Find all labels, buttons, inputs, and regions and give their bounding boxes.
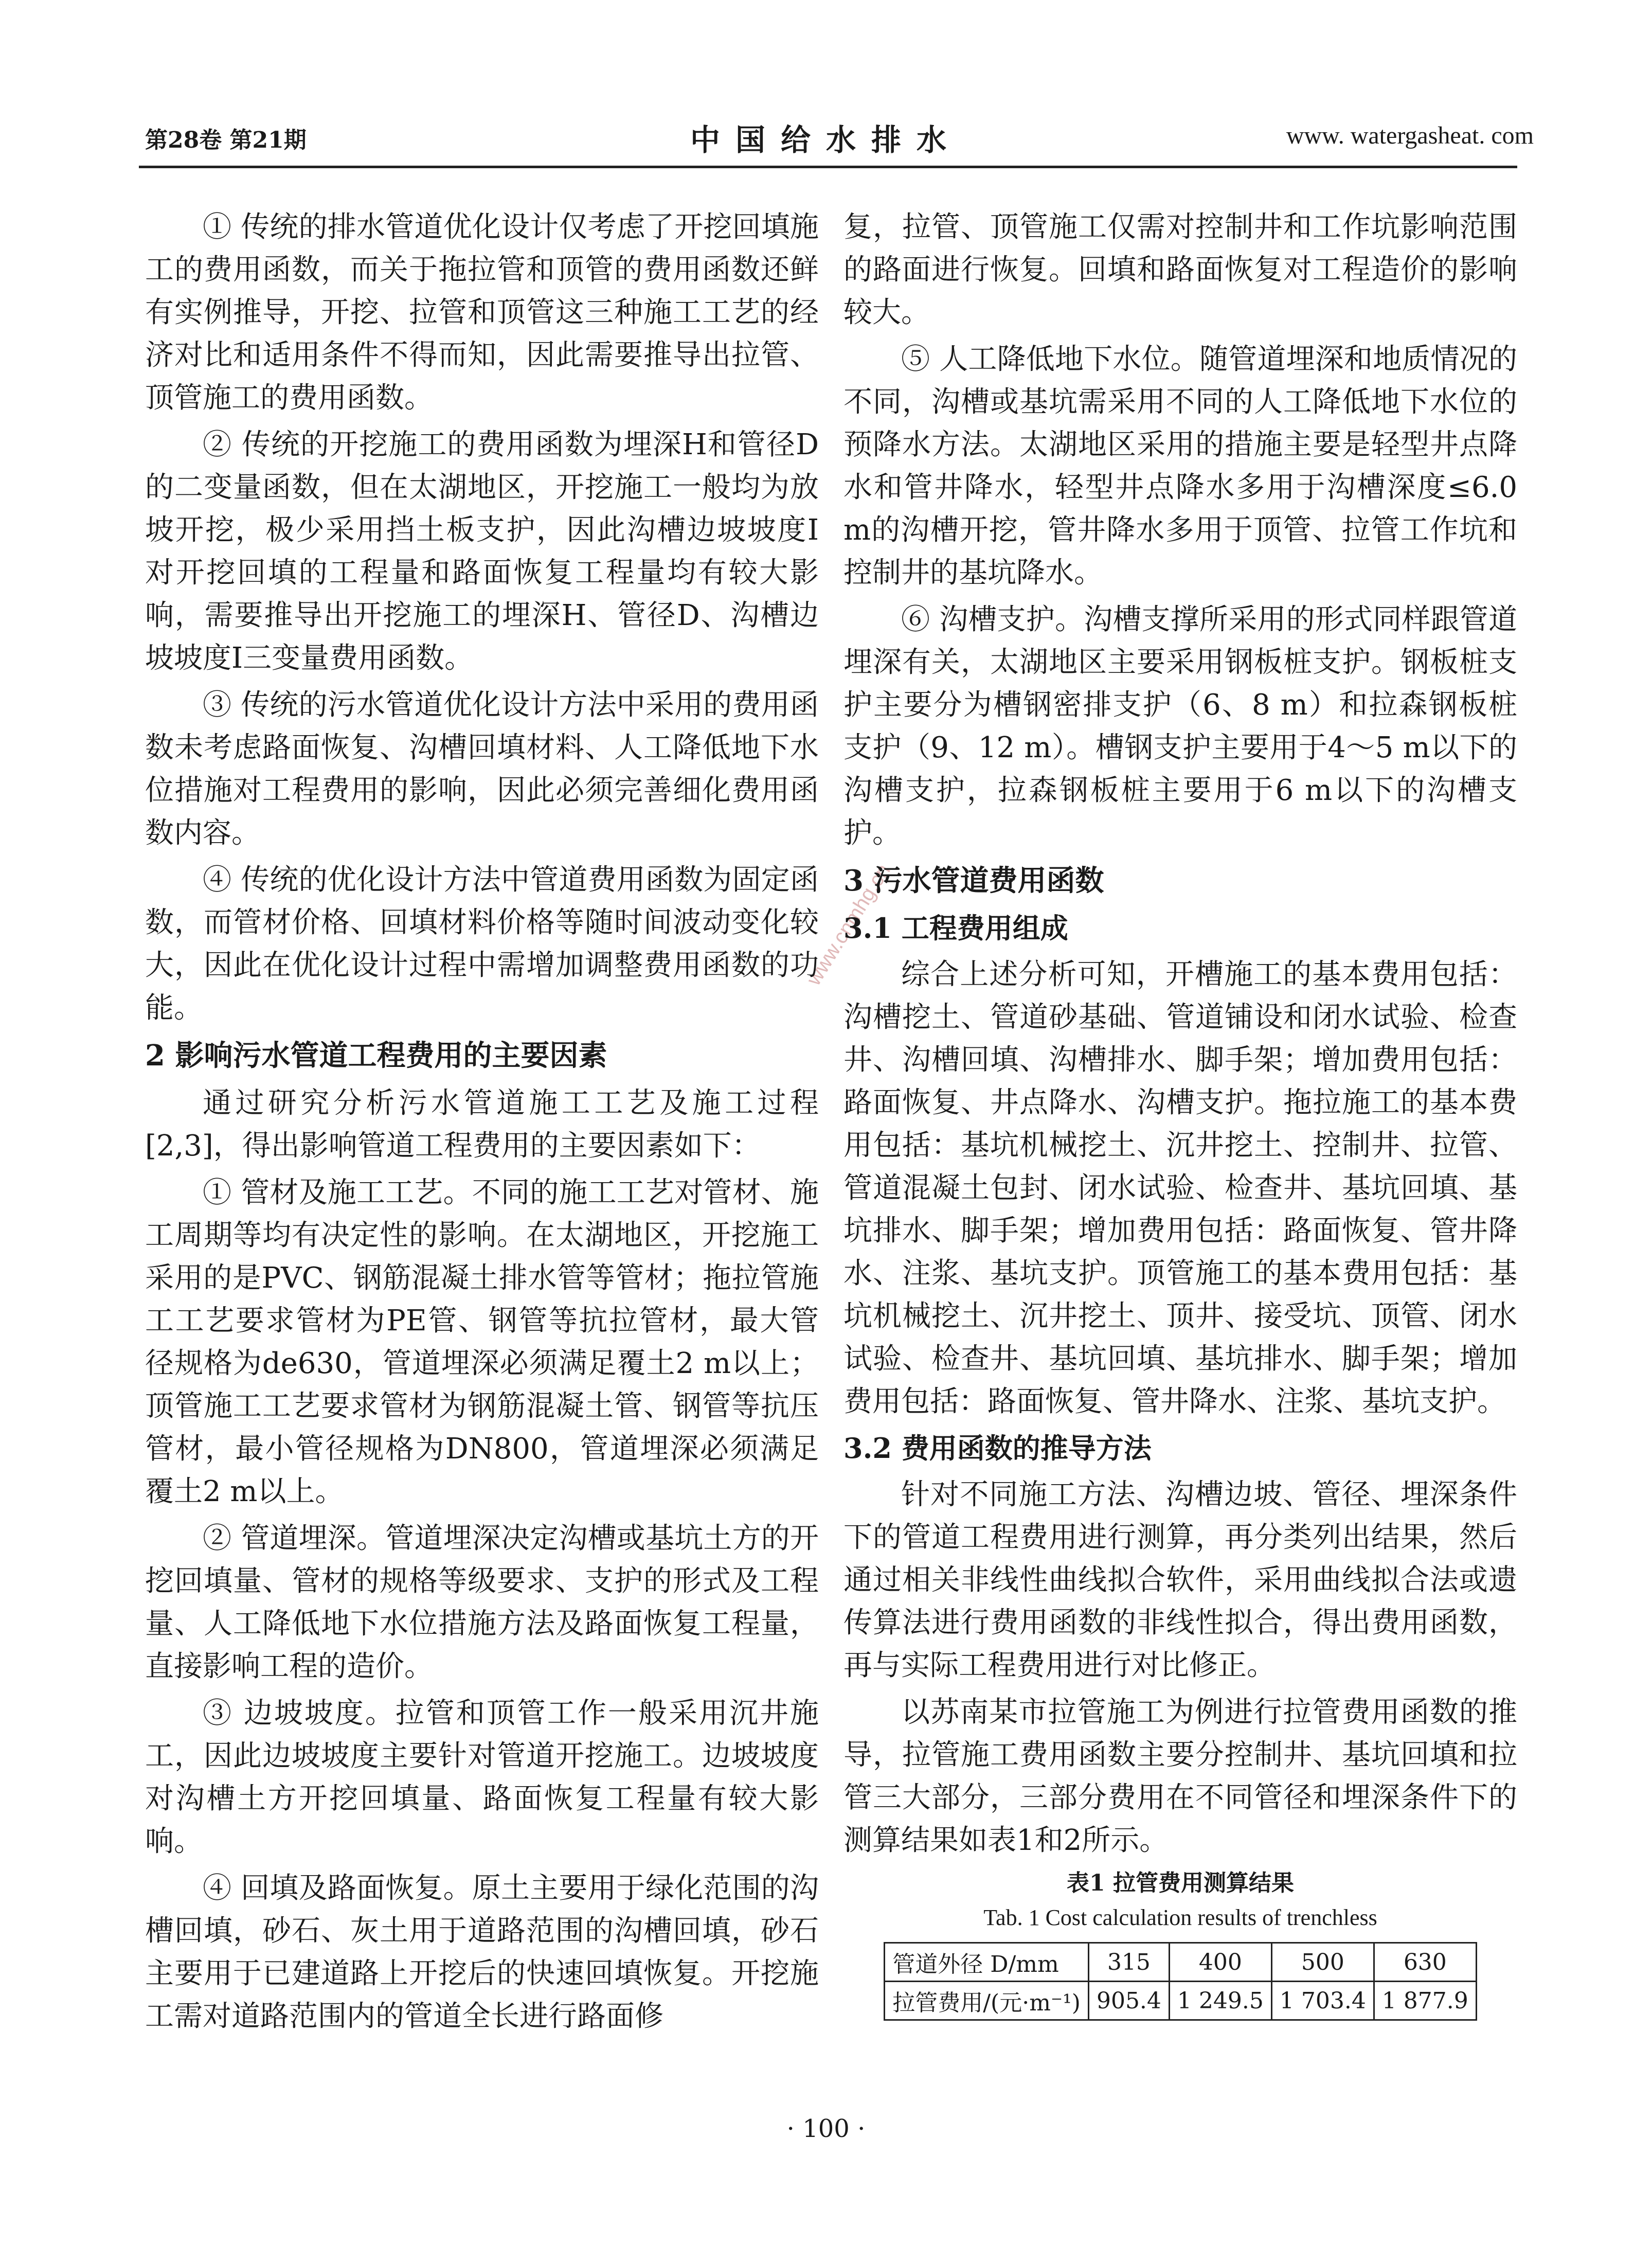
paragraph: ③ 传统的污水管道优化设计方法中采用的费用函数未考虑路面恢复、沟槽回填材料、人工降低地下水位措施对工程费用的影响，因此必须完善细化费用函数内容。 xyxy=(145,688,819,850)
section-2-heading: 2 影响污水管道工程费用的主要因素 xyxy=(145,1039,607,1073)
paragraph: ③ 边坡坡度。拉管和顶管工作一般采用沉井施工，因此边坡坡度主要针对管道开挖施工。边坡坡度对沟槽土方开挖回填量、路面恢复工程量有较大影响。 xyxy=(145,1697,819,1858)
table-cell: 拉管费用/(元·m⁻¹) xyxy=(885,1982,1089,2020)
paragraph: 针对不同施工方法、沟槽边坡、管径、埋深条件下的管道工程费用进行测算，再分类列出结果，然后通过相关非线性曲线拟合软件，采用曲线拟合法或遗传算法进行费用函数的非线性拟合，得出费用函数，再与实际工程费用进行对比修正。 xyxy=(843,1478,1517,1682)
table-cell: 1 249.5 xyxy=(1169,1982,1271,2020)
paragraph: ① 管材及施工工艺。不同的施工工艺对管材、施工周期等均有决定性的影响。在太湖地区，开挖施工采用的是PVC、钢筋混凝土排水管等管材；拖拉管施工工艺要求管材为PE管、钢管等抗拉管材，最大管径规格为de630，管道埋深必须满足覆土2 m以上；顶管施工工艺要求管材为钢筋混凝土管、钢管等抗压管材，最小管径规格为DN800，管道埋深必须满足覆土2 m以上。 xyxy=(145,1176,819,1508)
paragraph: ② 传统的开挖施工的费用函数为埋深H和管径D的二变量函数，但在太湖地区，开挖施工一般均为放坡开挖，极少采用挡土板支护，因此沟槽边坡坡度I对开挖回填的工程量和路面恢复工程量均有较大影响，需要推导出开挖施工的埋深H、管径D、沟槽边坡坡度I三变量费用函数。 xyxy=(145,428,819,675)
table-row xyxy=(885,1943,1477,1982)
paragraph: ④ 回填及路面恢复。原土主要用于绿化范围的沟槽回填，砂石、灰土用于道路范围的沟槽回填，砂石主要用于已建道路上开挖后的快速回填恢复。开挖施工需对道路范围内的管道全长进行路面修 xyxy=(145,1872,819,2033)
watermark: www.cnmhg.cn xyxy=(802,860,895,990)
paragraph: 通过研究分析污水管道施工工艺及施工过程[2,3]，得出影响管道工程费用的主要因素如下： xyxy=(145,1086,819,1163)
running-head-website: www. watergasheat. com xyxy=(1286,122,1534,149)
table-cell: 400 xyxy=(1169,1943,1271,1982)
cost-table xyxy=(884,1942,1477,2021)
left-column xyxy=(145,206,819,2042)
running-head-volume: 第28卷 第21期 xyxy=(145,127,307,153)
table-cell: 905.4 xyxy=(1088,1982,1169,2020)
table-cell: 500 xyxy=(1271,1943,1374,1982)
paragraph: ② 管道埋深。管道埋深决定沟槽或基坑土方的开挖回填量、管材的规格等级要求、支护的形式及工程量、人工降低地下水位措施方法及路面恢复工程量，直接影响工程的造价。 xyxy=(145,1522,819,1683)
page-number: · 100 · xyxy=(786,2114,866,2143)
running-head-journal: 中国给水排水 xyxy=(690,122,962,157)
table-caption: 表1 拉管费用测算结果 xyxy=(1067,1870,1294,1896)
table-cell: 315 xyxy=(1088,1943,1169,1982)
paragraph: 综合上述分析可知，开槽施工的基本费用包括：沟槽挖土、管道砂基础、管道铺设和闭水试验、检查井、沟槽回填、沟槽排水、脚手架；增加费用包括：路面恢复、井点降水、沟槽支护。拖拉施工的基本费用包括：基坑机械挖土、沉井挖土、控制井、拉管、管道混凝土包封、闭水试验、检查井、基坑回填、基坑排水、脚手架；增加费用包括：路面恢复、管井降水、注浆、基坑支护。顶管施工的基本费用包括：基坑机械挖土、沉井挖土、顶井、接受坑、顶管、闭水试验、检查井、基坑回填、基坑排水、脚手架；增加费用包括：路面恢复、管井降水、注浆、基坑支护。 xyxy=(843,958,1517,1418)
subsection-3-1-heading: 3.1 工程费用组成 xyxy=(843,912,1068,945)
header-rule xyxy=(139,166,1517,168)
table-row xyxy=(885,1982,1477,2020)
paragraph: ④ 传统的优化设计方法中管道费用函数为固定函数，而管材价格、回填材料价格等随时间波动变化较大，因此在优化设计过程中需增加调整费用函数的功能。 xyxy=(145,863,819,1025)
paragraph: ① 传统的排水管道优化设计仅考虑了开挖回填施工的费用函数，而关于拖拉管和顶管的费用函数还鲜有实例推导，开挖、拉管和顶管这三种施工工艺的经济对比和适用条件不得而知，因此需要推导出拉管、顶管施工的费用函数。 xyxy=(145,210,819,415)
section-3-heading: 3 污水管道费用函数 xyxy=(843,864,1104,898)
table-cell: 630 xyxy=(1374,1943,1476,1982)
right-column xyxy=(843,206,1517,2021)
paragraph: 以苏南某市拉管施工为例进行拉管费用函数的推导，拉管施工费用函数主要分控制井、基坑回填和拉管三大部分，三部分费用在不同管径和埋深条件下的测算结果如表1和2所示。 xyxy=(843,1696,1517,1857)
table-caption-english: Tab. 1 Cost calculation results of trenchless xyxy=(983,1905,1377,1930)
paragraph: 复，拉管、顶管施工仅需对控制井和工作坑影响范围的路面进行恢复。回填和路面恢复对工程造价的影响较大。 xyxy=(843,210,1517,329)
paragraph: ⑤ 人工降低地下水位。随管道埋深和地质情况的不同，沟槽或基坑需采用不同的人工降低地下水位的预降水方法。太湖地区采用的措施主要是轻型井点降水和管井降水，轻型井点降水多用于沟槽深度≤6.0 m的沟槽开挖，管井降水多用于顶管、拉管工作坑和控制井的基坑降水。 xyxy=(843,343,1517,590)
table-cell: 1 703.4 xyxy=(1271,1982,1374,2020)
subsection-3-2-heading: 3.2 费用函数的推导方法 xyxy=(843,1432,1152,1465)
table-cell: 1 877.9 xyxy=(1374,1982,1476,2020)
paragraph: ⑥ 沟槽支护。沟槽支撑所采用的形式同样跟管道埋深有关，太湖地区主要采用钢板桩支护。钢板桩支护主要分为槽钢密排支护（6、8 m）和拉森钢板桩支护（9、12 m）。槽钢支护主要用于4～5 m以下的沟槽支护，拉森钢板桩主要用于6 m以下的沟槽支护。 xyxy=(843,603,1517,850)
table-cell: 管道外径 D/mm xyxy=(885,1943,1089,1982)
